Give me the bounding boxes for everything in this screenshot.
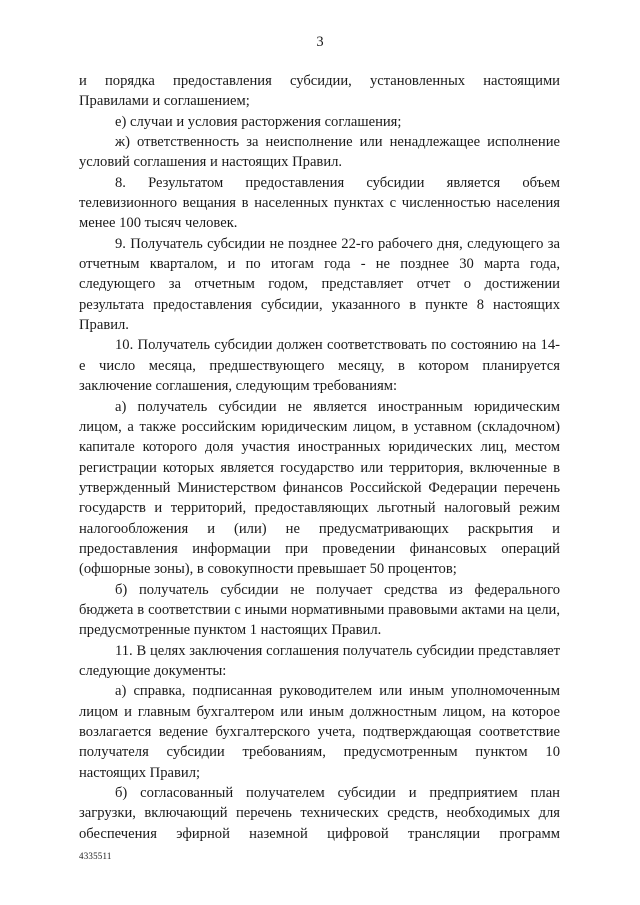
paragraph-11-b: б) согласованный получателем субсидии и предприятием план загрузки, включающий перечень технических средств, необходимых для обеспечения эфирной наземной цифровой трансляции программ (79, 785, 560, 842)
paragraph-8: 8. Результатом предоставления субсидии является объем телевизионного вещания в населенных пунктах с численностью населения менее 100 тысяч человек. (79, 174, 560, 232)
paragraph-item-e: е) случаи и условия расторжения соглашения; (115, 113, 402, 130)
document-body (79, 71, 560, 844)
paragraph-11: 11. В целях заключения соглашения получатель субсидии представляет следующие документы: (79, 642, 560, 679)
paragraph-9: 9. Получатель субсидии не позднее 22-го рабочего дня, следующего за отчетным кварталом, и по итогам года - не позднее 30 марта года, следующего за отчетным годом, представляет отчет о достижении результата предоставления субсидии, указанного в пункте 8 настоящих Правил. (79, 235, 560, 334)
paragraph-continuation: и порядка предоставления субсидии, установленных настоящими Правилами и соглашением; (79, 73, 560, 110)
paragraph-11-a: а) справка, подписанная руководителем или иным уполномоченным лицом и главным бухгалтером или иным должностным лицом, на которое возлагается ведение бухгалтерского учета, подтверждающая соответствие получателя субсидии требованиям, предусмотренным пунктом 10 настоящих Правил; (79, 683, 560, 781)
document-code: 4335511 (79, 851, 112, 861)
paragraph-10: 10. Получатель субсидии должен соответствовать по состоянию на 14-е число месяца, предшествующего месяцу, в котором планируется заключение соглашения, следующим требованиям: (79, 337, 560, 395)
paragraph-item-zh: ж) ответственность за неисполнение или ненадлежащее исполнение условий соглашения и настоящих Правил. (79, 134, 560, 171)
paragraph-10-b: б) получатель субсидии не получает средства из федерального бюджета в соответствии с иными нормативными правовыми актами на цели, предусмотренные пунктом 1 настоящих Правил. (79, 581, 560, 639)
paragraph-10-a: а) получатель субсидии не является иностранным юридическим лицом, а также российским юридическим лицом, в уставном (складочном) капитале которого доля участия иностранных юридических лиц, местом регистрации которых является государство или территория, включенные в утвержденный Министерством финансов Российской Федерации перечень государств и территорий, предоставляющих льготный налоговый режим налогообложения и (или) не предусматривающих раскрытия и предоставления информации при проведении финансовых операций (офшорные зоны), в совокупности превышает 50 процентов; (79, 398, 560, 578)
page-number: 3 (316, 34, 324, 50)
